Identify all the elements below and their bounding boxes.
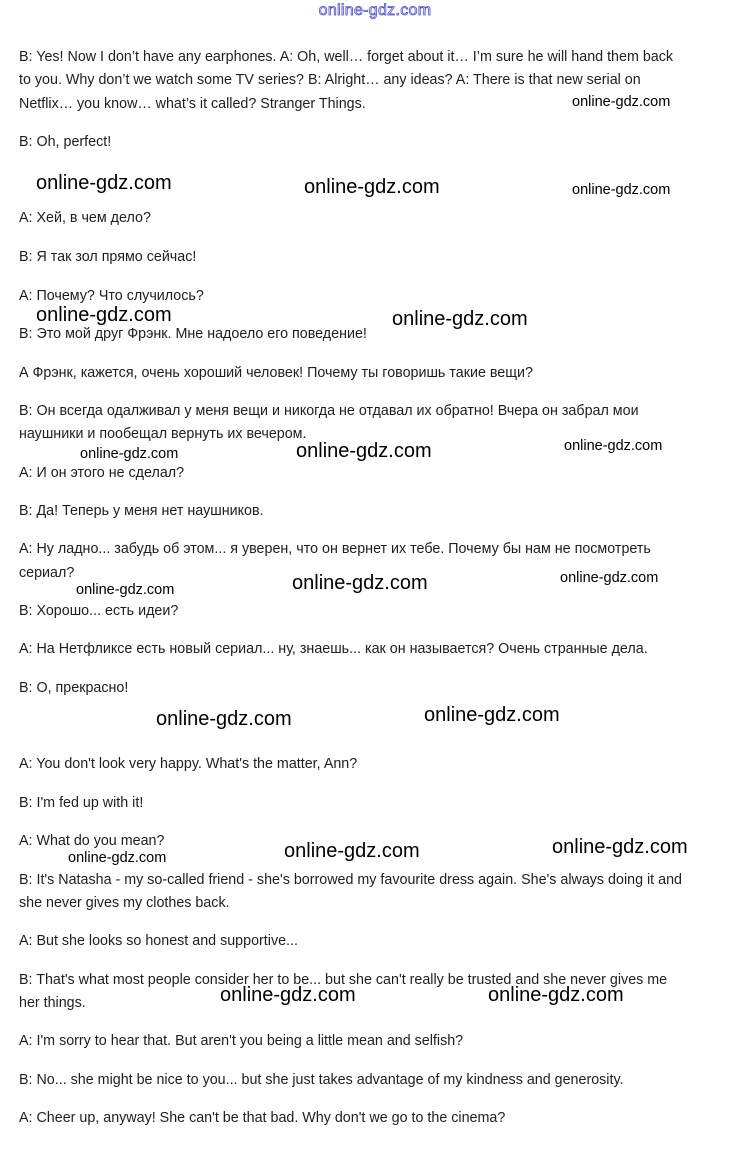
watermark: online-gdz.com <box>572 182 671 198</box>
text-line: B: No... she might be nice to you... but she just takes advantage of my kindness and generosity. <box>19 1072 624 1088</box>
watermark: online-gdz.com <box>392 308 528 330</box>
text-line: Netflix… you know… what’s it called? Stranger Things. <box>19 96 366 112</box>
text-line: B: Я так зол прямо сейчас! <box>19 249 197 265</box>
watermark: online-gdz.com <box>552 836 688 858</box>
watermark: online-gdz.com <box>424 704 560 726</box>
text-line: B: That's what most people consider her to be... but she can't really be trusted and she never gives me <box>19 972 668 988</box>
text-line: A: But she looks so honest and supportive... <box>19 933 298 949</box>
text-line: A: На Нетфликсе есть новый сериал... ну, знаешь... как он называется? Очень странные дела. <box>19 641 648 657</box>
watermark: online-gdz.com <box>292 572 428 594</box>
text-line: A: Ну ладно... забудь об этом... я уверен, что он вернет их тебе. Почему бы нам не посмотреть <box>19 541 651 557</box>
text-line: to you. Why don’t we watch some TV series? B: Alright… any ideas? A: There is that new serial on <box>19 72 641 88</box>
text-line: B: О, прекрасно! <box>19 680 129 696</box>
text-line: A: You don't look very happy. What's the matter, Ann? <box>19 756 358 772</box>
text-line: A: Почему? Что случилось? <box>19 288 204 304</box>
text-line: B: Yes! Now I don’t have any earphones. A: Oh, well… forget about it… I’m sure he will hand them back <box>19 49 674 65</box>
text-line: her things. <box>19 995 86 1011</box>
text-line: A: Хей, в чем дело? <box>19 210 151 226</box>
text-line: B: Да! Теперь у меня нет наушников. <box>19 503 264 519</box>
watermark: online-gdz.com <box>488 984 624 1006</box>
text-line: A: I'm sorry to hear that. But aren't you being a little mean and selfish? <box>19 1033 464 1049</box>
header-watermark: online-gdz.com <box>318 2 432 19</box>
watermark: online-gdz.com <box>36 172 172 194</box>
watermark: online-gdz.com <box>564 438 663 454</box>
watermark: online-gdz.com <box>68 850 167 866</box>
watermark: online-gdz.com <box>156 708 292 730</box>
watermark: online-gdz.com <box>80 446 179 462</box>
text-line: А Фрэнк, кажется, очень хороший человек! Почему ты говоришь такие вещи? <box>19 365 533 381</box>
text-line: B: I'm fed up with it! <box>19 795 144 811</box>
text-line: B: Oh, perfect! <box>19 134 112 150</box>
text-line: she never gives my clothes back. <box>19 895 230 911</box>
text-line: наушники и пообещал вернуть их вечером. <box>19 426 307 442</box>
text-line: B: Это мой друг Фрэнк. Мне надоело его поведение! <box>19 326 367 342</box>
text-line: A: И он этого не сделал? <box>19 465 185 481</box>
text-line: B: It's Natasha - my so-called friend - she's borrowed my favourite dress again. She's always doing it and <box>19 872 682 888</box>
watermark: online-gdz.com <box>220 984 356 1006</box>
watermark: online-gdz.com <box>284 840 420 862</box>
watermark: online-gdz.com <box>36 304 172 326</box>
watermark: online-gdz.com <box>76 582 175 598</box>
watermark: online-gdz.com <box>304 176 440 198</box>
watermark: online-gdz.com <box>560 570 659 586</box>
text-line: B: Хорошо... есть идеи? <box>19 603 179 619</box>
text-line: A: Cheer up, anyway! She can't be that bad. Why don't we go to the cinema? <box>19 1110 506 1126</box>
text-line: сериал? <box>19 565 75 581</box>
text-line: A: What do you mean? <box>19 833 165 849</box>
watermark: online-gdz.com <box>572 94 671 110</box>
watermark: online-gdz.com <box>296 440 432 462</box>
text-line: B: Он всегда одалживал у меня вещи и никогда не отдавал их обратно! Вчера он забрал мои <box>19 403 639 419</box>
